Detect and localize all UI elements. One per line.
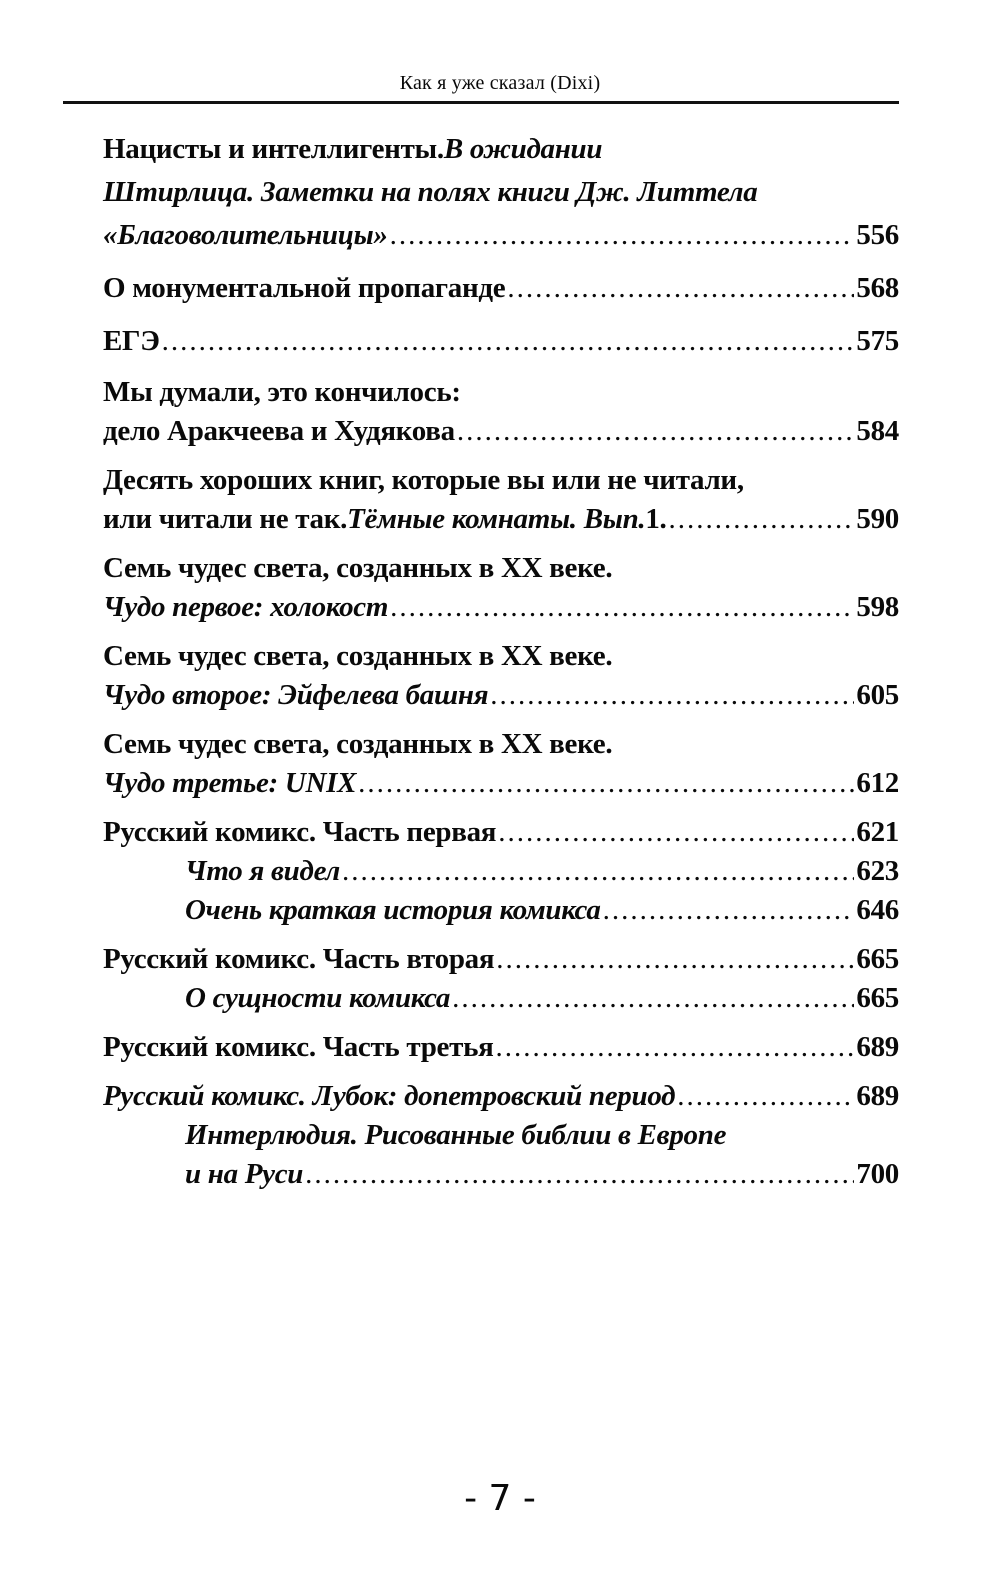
table-of-contents [103,128,899,1204]
dot-leader [490,676,854,715]
toc-page: 700 [856,1158,899,1190]
toc-page: 665 [856,982,899,1014]
toc-page: 689 [856,1031,899,1063]
dot-leader [162,320,855,363]
toc-title-part: Тёмные комнаты. Вып. [347,503,646,535]
toc-title: ЕГЭ [103,325,160,357]
toc-page: 605 [856,679,899,711]
dot-leader [358,764,854,803]
dot-leader [305,1155,854,1194]
toc-page: 584 [856,415,899,447]
toc-page: 568 [856,272,899,304]
running-head: Как я уже сказал (Dixi) [399,72,601,94]
toc-title-part: дело Аракчеева и Худякова [103,415,455,447]
toc-title-part: Нацисты и интеллигенты. [103,133,444,165]
toc-entry [103,549,899,627]
toc-title-part: Семь чудес света, созданных в XX веке. [103,552,613,584]
toc-entry [103,725,899,803]
toc-title-part: Десять хороших книг, которые вы или не читали, [103,464,744,496]
toc-subtitle-part: и на Руси [185,1158,304,1190]
dot-leader [603,891,855,930]
dot-leader [507,267,854,310]
toc-entry [103,373,899,451]
dot-leader [677,1077,854,1116]
toc-page: 621 [856,816,899,848]
header-rule [63,101,899,104]
toc-page: 612 [856,767,899,799]
toc-subtitle: Что я видел [185,855,341,887]
toc-title-part: Чудо первое: холокост [103,591,389,623]
toc-subtitle: О сущности комикса [185,982,451,1014]
toc-entry [103,1077,899,1194]
toc-entry [103,128,899,257]
toc-title-part: Мы думали, это кончилось: [103,376,461,408]
toc-page: 556 [856,219,899,251]
toc-title-part: Чудо второе: Эйфелева башня [103,679,489,711]
toc-page: 590 [856,503,899,535]
toc-title-part: Семь чудес света, созданных в XX веке. [103,640,613,672]
toc-title: Русский комикс. Часть вторая [103,943,495,975]
dot-leader [342,852,854,891]
dot-leader [390,214,855,257]
toc-entry [103,267,899,310]
dot-leader [669,500,855,539]
toc-title: Русский комикс. Часть первая [103,816,497,848]
toc-subtitle: Очень краткая история комикса [185,894,601,926]
toc-page: 665 [856,943,899,975]
toc-entry [103,1028,899,1067]
toc-title-part: Штирлица. Заметки на полях книги Дж. Литтела [103,176,758,208]
toc-page: 689 [856,1080,899,1112]
toc-page: 646 [856,894,899,926]
toc-entry [103,813,899,930]
toc-title-part: 1. [645,503,667,535]
toc-title: Русский комикс. Лубок: допетровский период [103,1080,676,1112]
toc-page: 575 [856,325,899,357]
toc-page: 598 [856,591,899,623]
toc-title: Русский комикс. Часть третья [103,1031,494,1063]
toc-entry [103,637,899,715]
dot-leader [390,588,854,627]
toc-entry [103,320,899,363]
toc-subtitle-part: Интерлюдия. Рисованные библии в Европе [185,1119,727,1151]
toc-title-part: Семь чудес света, созданных в XX веке. [103,728,613,760]
toc-title-part: «Благоволительницы» [103,219,388,251]
toc-entry [103,940,899,1018]
toc-title-part: В ожидании [443,133,603,165]
toc-page: 623 [856,855,899,887]
page-number: - 7 - [464,1478,536,1519]
dot-leader [457,412,855,451]
toc-title-part: Чудо третье: UNIX [103,767,357,799]
dot-leader [452,979,854,1018]
dot-leader [498,813,854,852]
toc-title: О монументальной пропаганде [103,272,506,304]
dot-leader [496,1028,855,1067]
toc-title-part: или читали не так. [103,503,348,535]
toc-entry [103,461,899,539]
dot-leader [496,940,854,979]
